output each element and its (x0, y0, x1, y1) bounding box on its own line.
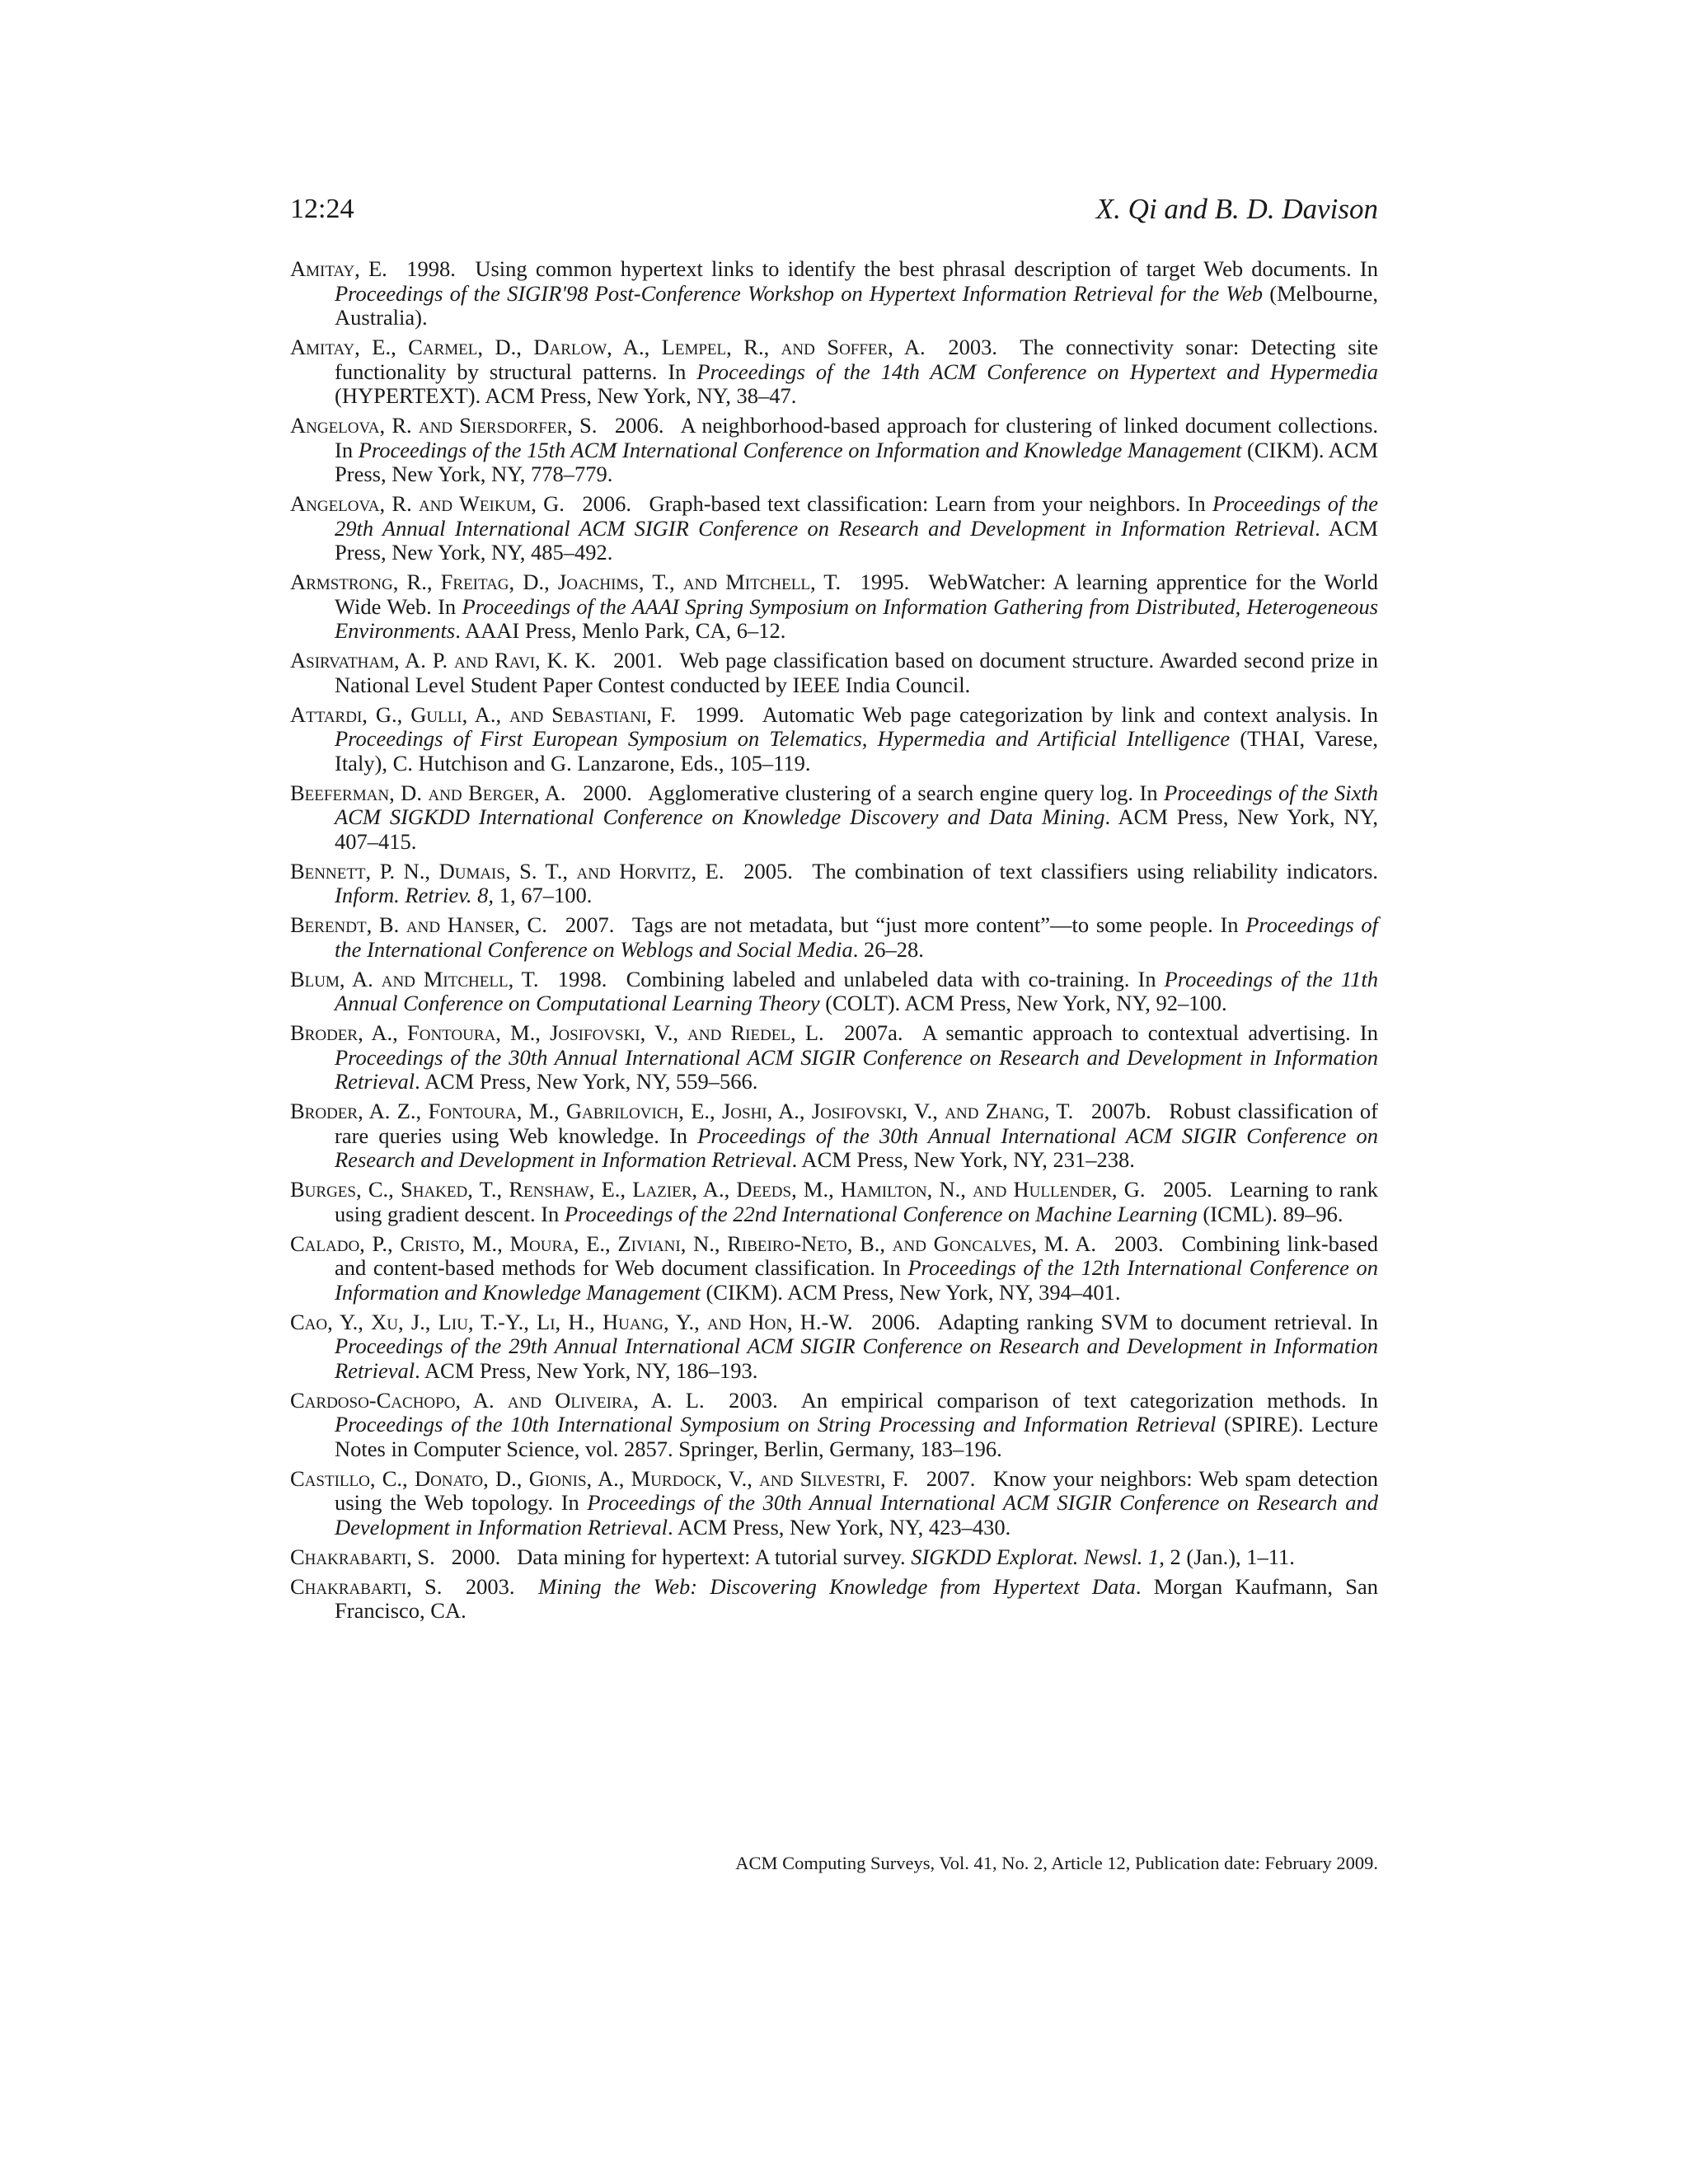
reference-authors: Calado, P., Cristo, M., Moura, E., Ziviani, N., Ribeiro-Neto, B., and Goncalves, M. A. (290, 1230, 1096, 1256)
reference-venue: Proceedings of the 15th ACM International Conference on Information and Knowledge Management (358, 437, 1242, 462)
reference-authors: Berendt, B. and Hanser, C. (290, 912, 547, 937)
reference-venue: Proceedings of the 10th International Symposium on String Processing and Information Retrieval (335, 1412, 1217, 1436)
reference-authors: Amitay, E., Carmel, D., Darlow, A., Lempel, R., and Soffer, A. (290, 335, 926, 359)
reference-venue: Proceedings of the SIGIR'98 Post-Conference Workshop on Hypertext Information Retrieval for the Web (335, 280, 1264, 306)
reference-title: A semantic approach to contextual advertising. (921, 1020, 1351, 1045)
reference-entry (290, 257, 1378, 330)
reference-details: (Melbourne, Australia). (335, 280, 1378, 330)
reference-authors: Angelova, R. and Weikum, G. (290, 491, 565, 516)
reference-title: The combination of text classifiers using reliability indicators. (812, 858, 1379, 883)
reference-details: . ACM Press, New York, NY, 423–430. (668, 1514, 1011, 1540)
reference-year: 2007. (565, 912, 615, 937)
reference-title: Learning to rank using gradient descent. (335, 1177, 1379, 1226)
reference-details: (ICML). 89–96. (1203, 1201, 1343, 1226)
reference-details: (HYPERTEXT). ACM Press, New York, NY, 38–47. (335, 383, 797, 408)
reference-authors: Chakrabarti, S. (290, 1573, 443, 1599)
reference-entry (290, 1467, 1378, 1540)
reference-title: Web page classification based on document structure. Awarded second prize in National Level Student Paper Contest conducted by IEEE India Council. (335, 648, 1378, 697)
reference-authors: Asirvatham, A. P. and Ravi, K. K. (290, 648, 596, 673)
reference-in: In (668, 359, 687, 384)
reference-entry (290, 1545, 1378, 1570)
reference-details: . ACM Press, New York, NY, 485–492. (335, 515, 1378, 565)
reference-entry (290, 860, 1378, 908)
reference-authors: Angelova, R. and Siersdorfer, S. (290, 413, 598, 438)
reference-venue: Proceedings of the 29th Annual International ACM SIGIR Conference on Research and Development in Information Retrieval (335, 1333, 1378, 1383)
reference-venue: Mining the Web: Discovering Knowledge from Hypertext Data (538, 1573, 1136, 1599)
reference-title: Combining labeled and unlabeled data with co-training. (626, 966, 1130, 991)
reference-venue: Proceedings of the 12th International Conference on Information and Knowledge Management (335, 1255, 1379, 1305)
reference-authors: Amitay, E. (290, 256, 387, 281)
reference-authors: Beeferman, D. and Berger, A. (290, 780, 566, 805)
reference-entry (290, 1232, 1378, 1305)
reference-entry (290, 1178, 1378, 1226)
reference-venue: Proceedings of the 29th Annual International ACM SIGIR Conference on Research and Development in Information Retrieval (335, 491, 1378, 541)
reference-year: 1995. (860, 569, 910, 594)
reference-entry (290, 492, 1378, 565)
reference-entry (290, 968, 1378, 1016)
reference-entry (290, 1389, 1378, 1462)
reference-authors: Chakrabarti, S. (290, 1544, 435, 1569)
reference-entry (290, 1310, 1378, 1384)
reference-authors: Broder, A., Fontoura, M., Josifovski, V., and Riedel, L. (290, 1020, 824, 1045)
reference-in: In (1139, 780, 1158, 805)
reference-details: . ACM Press, New York, NY, 559–566. (415, 1069, 758, 1094)
reference-year: 2003. (729, 1387, 778, 1413)
reference-entry (290, 1575, 1378, 1624)
reference-year: 2003. (1114, 1230, 1164, 1256)
reference-details: . AAAI Press, Menlo Park, CA, 6–12. (455, 618, 786, 643)
page-footer: ACM Computing Surveys, Vol. 41, No. 2, Article 12, Publication date: February 2009. (735, 1853, 1378, 1873)
reference-authors: Cao, Y., Xu, J., Liu, T.-Y., Li, H., Huang, Y., and Hon, H.-W. (290, 1309, 853, 1334)
reference-details: 2 (Jan.), 1–11. (1170, 1544, 1295, 1569)
reference-entry (290, 703, 1378, 776)
reference-title: WebWatcher: A learning apprentice for the World Wide Web. (335, 569, 1378, 619)
reference-title: Adapting ranking SVM to document retrieval. (937, 1309, 1353, 1334)
reference-year: 1998. (406, 256, 456, 281)
reference-title: Know your neighbors: Web spam detection using the Web topology. (335, 1465, 1379, 1515)
reference-details: . 26–28. (852, 936, 924, 962)
reference-in: In (1359, 1309, 1379, 1334)
reference-authors: Armstrong, R., Freitag, D., Joachims, T., and Mitchell, T. (290, 569, 842, 594)
reference-venue: Proceedings of the Sixth ACM SIGKDD International Conference on Knowledge Discovery and Data Mining (335, 780, 1379, 829)
reference-year: 2000. (583, 780, 632, 805)
reference-details: 1, 67–100. (499, 883, 593, 907)
reference-entry (290, 1021, 1378, 1094)
reference-entry (290, 335, 1378, 409)
reference-title: Combining link-based and content-based methods for Web document classification. (335, 1230, 1379, 1280)
reference-year: 2003. (948, 335, 997, 359)
reference-title: Tags are not metadata, but “just more content”—to some people. (631, 912, 1213, 937)
reference-year: 1999. (695, 701, 744, 727)
reference-title: Using common hypertext links to identify the best phrasal description of target Web documents. (475, 256, 1352, 281)
reference-authors: Attardi, G., Gulli, A., and Sebastiani, F. (290, 701, 677, 727)
reference-details: (THAI, Varese, Italy), C. Hutchison and G. Lanzarone, Eds., 105–119. (335, 726, 1379, 776)
reference-in: In (1359, 1387, 1379, 1413)
reference-year: 2006. (582, 491, 631, 516)
reference-year: 2005. (743, 858, 793, 883)
reference-details: . ACM Press, New York, NY, 407–415. (335, 804, 1378, 854)
reference-in: In (1187, 491, 1206, 516)
reference-entry (290, 1099, 1378, 1173)
reference-details: . Morgan Kaufmann, San Francisco, CA. (335, 1573, 1379, 1623)
reference-title: A neighborhood-based approach for clustering of linked document collections. (680, 413, 1379, 438)
reference-year: 2003. (465, 1573, 515, 1599)
reference-year: 2005. (1163, 1177, 1212, 1202)
reference-authors: Burges, C., Shaked, T., Renshaw, E., Lazier, A., Deeds, M., Hamilton, N., and Hullender, G. (290, 1177, 1146, 1202)
reference-year: 2007a. (844, 1020, 903, 1045)
reference-details: . ACM Press, New York, NY, 186–193. (415, 1357, 758, 1383)
reference-venue: Proceedings of the AAAI Spring Symposium on Information Gathering from Distributed, Heterogeneous Environments (335, 593, 1379, 643)
reference-in: In (438, 593, 457, 619)
reference-year: 1998. (557, 966, 607, 991)
reference-venue: Proceedings of First European Symposium on Telematics, Hypermedia and Artificial Intelligence (335, 726, 1231, 751)
page-header (290, 188, 1378, 231)
reference-in: In (1137, 966, 1156, 991)
reference-authors: Castillo, C., Donato, D., Gionis, A., Murdock, V., and Silvestri, F. (290, 1465, 909, 1491)
reference-year: 2000. (451, 1544, 501, 1569)
page-number: 12:24 (290, 194, 354, 224)
reference-entry (290, 414, 1378, 487)
reference-venue: Proceedings of the 30th Annual International ACM SIGIR Conference on Research and Development in Information Retrieval (335, 1122, 1378, 1172)
reference-in: In (560, 1490, 579, 1515)
reference-year: 2001. (613, 648, 663, 673)
reference-in: In (335, 437, 354, 462)
reference-authors: Cardoso-Cachopo, A. and Oliveira, A. L. (290, 1387, 705, 1413)
reference-title: Graph-based text classification: Learn from your neighbors. (649, 491, 1181, 516)
reference-year: 2006. (871, 1309, 921, 1334)
reference-list (290, 257, 1378, 1629)
reference-venue: Proceedings of the 11th Annual Conference on Computational Learning Theory (335, 966, 1379, 1015)
reference-entry (290, 781, 1378, 855)
reference-details: (COLT). ACM Press, New York, NY, 92–100. (825, 991, 1227, 1015)
reference-year: 2007. (926, 1465, 976, 1491)
reference-entry (290, 649, 1378, 697)
reference-in: In (1220, 912, 1239, 937)
reference-in: In (1359, 701, 1378, 727)
reference-venue: Proceedings of the 22nd International Conference on Machine Learning (564, 1201, 1198, 1226)
reference-in: In (1359, 1020, 1378, 1045)
reference-details: (SPIRE). Lecture Notes in Computer Science, vol. 2857. Springer, Berlin, Germany, 183–196. (335, 1412, 1379, 1461)
reference-venue: SIGKDD Explorat. Newsl. 1, (911, 1544, 1165, 1569)
reference-title: Data mining for hypertext: A tutorial survey. (517, 1544, 906, 1569)
reference-in: In (541, 1201, 560, 1226)
reference-authors: Broder, A. Z., Fontoura, M., Gabrilovich, E., Joshi, A., Josifovski, V., and Zhang, T. (290, 1099, 1074, 1123)
reference-details: . ACM Press, New York, NY, 231–238. (791, 1147, 1135, 1172)
reference-venue: Inform. Retriev. 8, (335, 883, 495, 907)
reference-in: In (668, 1122, 688, 1148)
reference-title: The connectivity sonar: Detecting site functionality by structural patterns. (335, 335, 1378, 384)
reference-title: Agglomerative clustering of a search engine query log. (648, 780, 1134, 805)
reference-in: In (1359, 256, 1378, 281)
reference-in: In (882, 1255, 901, 1280)
reference-venue: Proceedings of the 14th ACM Conference on Hypertext and Hypermedia (696, 359, 1378, 384)
reference-title: Robust classification of rare queries using Web knowledge. (335, 1099, 1379, 1148)
reference-details: (CIKM). ACM Press, New York, NY, 394–401. (706, 1279, 1121, 1305)
reference-entry (290, 570, 1378, 644)
reference-year: 2007b. (1090, 1099, 1151, 1123)
reference-title: Automatic Web page categorization by link and context analysis. (762, 701, 1352, 727)
reference-venue: Proceedings of the 30th Annual International ACM SIGIR Conference on Research and Development in Information Retrieval (335, 1490, 1379, 1540)
reference-title: An empirical comparison of text categorization methods. (800, 1387, 1347, 1413)
reference-venue: Proceedings of the 30th Annual International ACM SIGIR Conference on Research and Development in Information Retrieval (335, 1044, 1378, 1094)
reference-venue: Proceedings of the International Conference on Weblogs and Social Media (335, 912, 1379, 962)
reference-year: 2006. (614, 413, 664, 438)
reference-details: (CIKM). ACM Press, New York, NY, 778–779. (335, 437, 1379, 486)
reference-entry (290, 913, 1378, 962)
reference-authors: Blum, A. and Mitchell, T. (290, 966, 539, 991)
reference-authors: Bennett, P. N., Dumais, S. T., and Horvitz, E. (290, 858, 724, 883)
running-head: X. Qi and B. D. Davison (1095, 193, 1378, 225)
